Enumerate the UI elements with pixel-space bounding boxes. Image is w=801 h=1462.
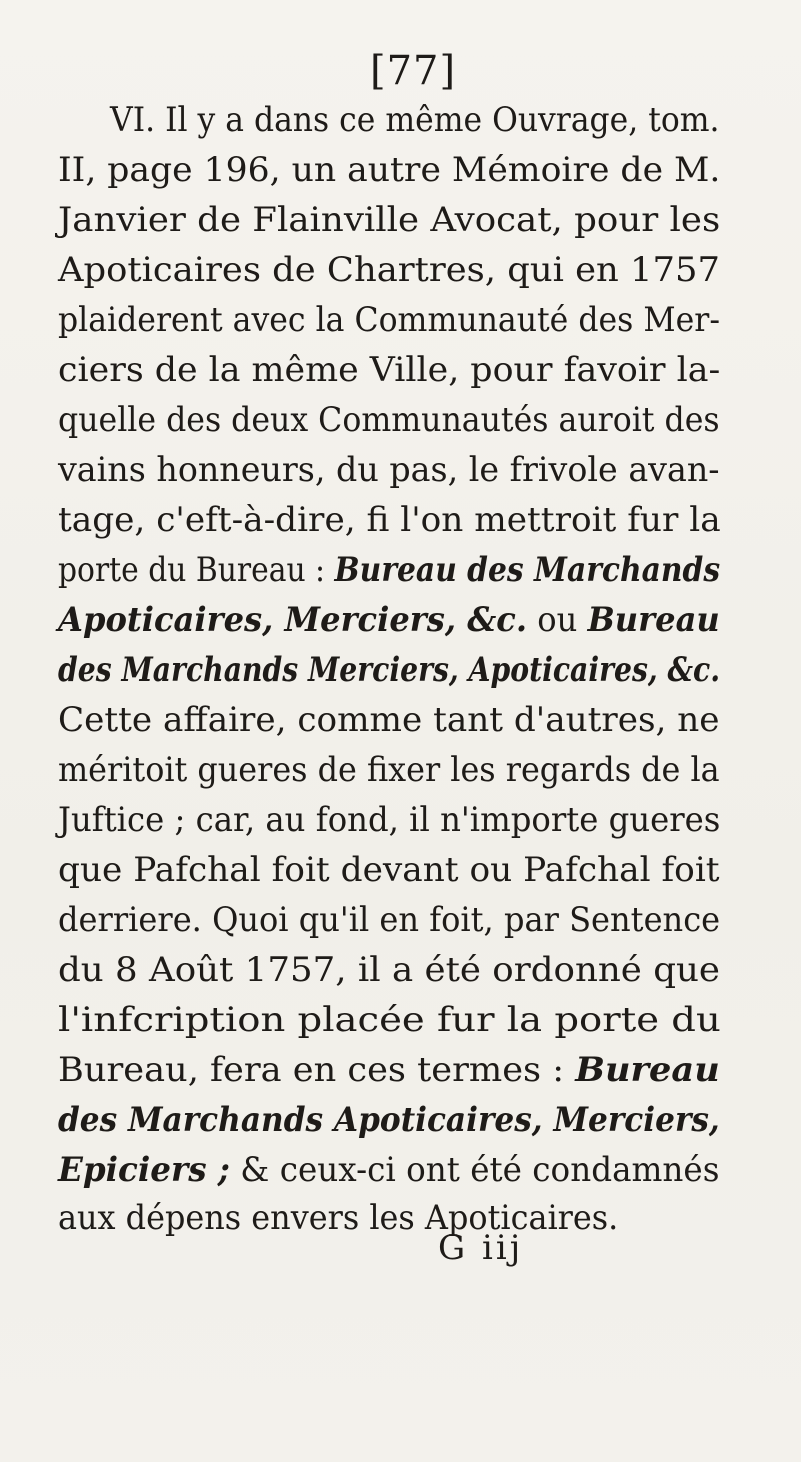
text-line xyxy=(58,1150,719,1190)
italic-text: des Marchands Merciers, Apoticaires, &c. xyxy=(58,650,721,690)
text-span: porte du Bureau : xyxy=(58,550,335,590)
text-line xyxy=(58,300,720,340)
text-line xyxy=(58,550,720,590)
page-number: [77] xyxy=(370,48,457,94)
text-line xyxy=(58,850,720,890)
text-line xyxy=(58,450,720,490)
text-span: II, page 196, un autre Mémoire de M. xyxy=(58,150,721,190)
text-line xyxy=(58,200,720,240)
text-span: derriere. Quoi qu'il en foit, par Sentence xyxy=(58,900,721,940)
text-line xyxy=(58,750,720,790)
text-line xyxy=(58,950,720,990)
text-line xyxy=(58,700,720,740)
text-span: ou xyxy=(527,600,588,640)
italic-text: Bureau des Marchands xyxy=(334,550,721,590)
text-span: aux dépens envers les Apoticaires. xyxy=(58,1198,619,1238)
text-line xyxy=(58,800,720,840)
text-span: l'infcription placée fur la porte du xyxy=(58,1000,721,1040)
text-line xyxy=(58,400,720,440)
text-line xyxy=(110,100,720,140)
text-line xyxy=(58,900,720,940)
italic-text: des Marchands Apoticaires, Merciers, xyxy=(58,1100,720,1140)
text-line xyxy=(58,1000,721,1040)
italic-text: Bureau xyxy=(587,600,720,640)
text-line xyxy=(58,1198,618,1238)
text-span: tage, c'eft-à-dire, fi l'on mettroit fur la xyxy=(58,500,721,540)
text-span: plaiderent avec la Communauté des Mer- xyxy=(58,300,721,340)
text-line xyxy=(58,650,720,690)
text-line xyxy=(58,150,720,190)
italic-text: Bureau xyxy=(575,1050,720,1090)
text-span: VI. Il y a dans ce même Ouvrage, tom. xyxy=(110,100,720,140)
text-span: quelle des deux Communautés auroit des xyxy=(58,400,720,440)
text-line xyxy=(58,1050,720,1090)
text-span: Bureau, fera en ces termes : xyxy=(58,1050,576,1090)
text-span: Juftice ; car, au fond, il n'importe gueres xyxy=(58,800,721,840)
text-span: Janvier de Flainville Avocat, pour les xyxy=(58,200,721,240)
text-span: Cette affaire, comme tant d'autres, ne xyxy=(58,700,720,740)
signature-mark: G iij xyxy=(438,1228,524,1268)
text-line xyxy=(58,250,720,290)
text-line xyxy=(58,500,721,540)
text-span: Apoticaires de Chartres, qui en 1757 xyxy=(58,250,720,290)
text-span: vains honneurs, du pas, le frivole avan- xyxy=(58,450,720,490)
italic-text: Epiciers ; xyxy=(58,1150,230,1190)
text-span: que Pafchal foit devant ou Pafchal foit xyxy=(58,850,720,890)
text-span: ciers de la même Ville, pour favoir la- xyxy=(58,350,721,390)
text-span: & ceux-ci ont été condamnés xyxy=(229,1150,720,1190)
text-line xyxy=(58,1100,720,1140)
text-span: méritoit gueres de fixer les regards de la xyxy=(58,750,720,790)
text-line xyxy=(58,350,720,390)
text-span: du 8 Août 1757, il a été ordonné que xyxy=(58,950,720,990)
text-line xyxy=(58,600,720,640)
italic-text: Apoticaires, Merciers, &c. xyxy=(58,600,528,640)
